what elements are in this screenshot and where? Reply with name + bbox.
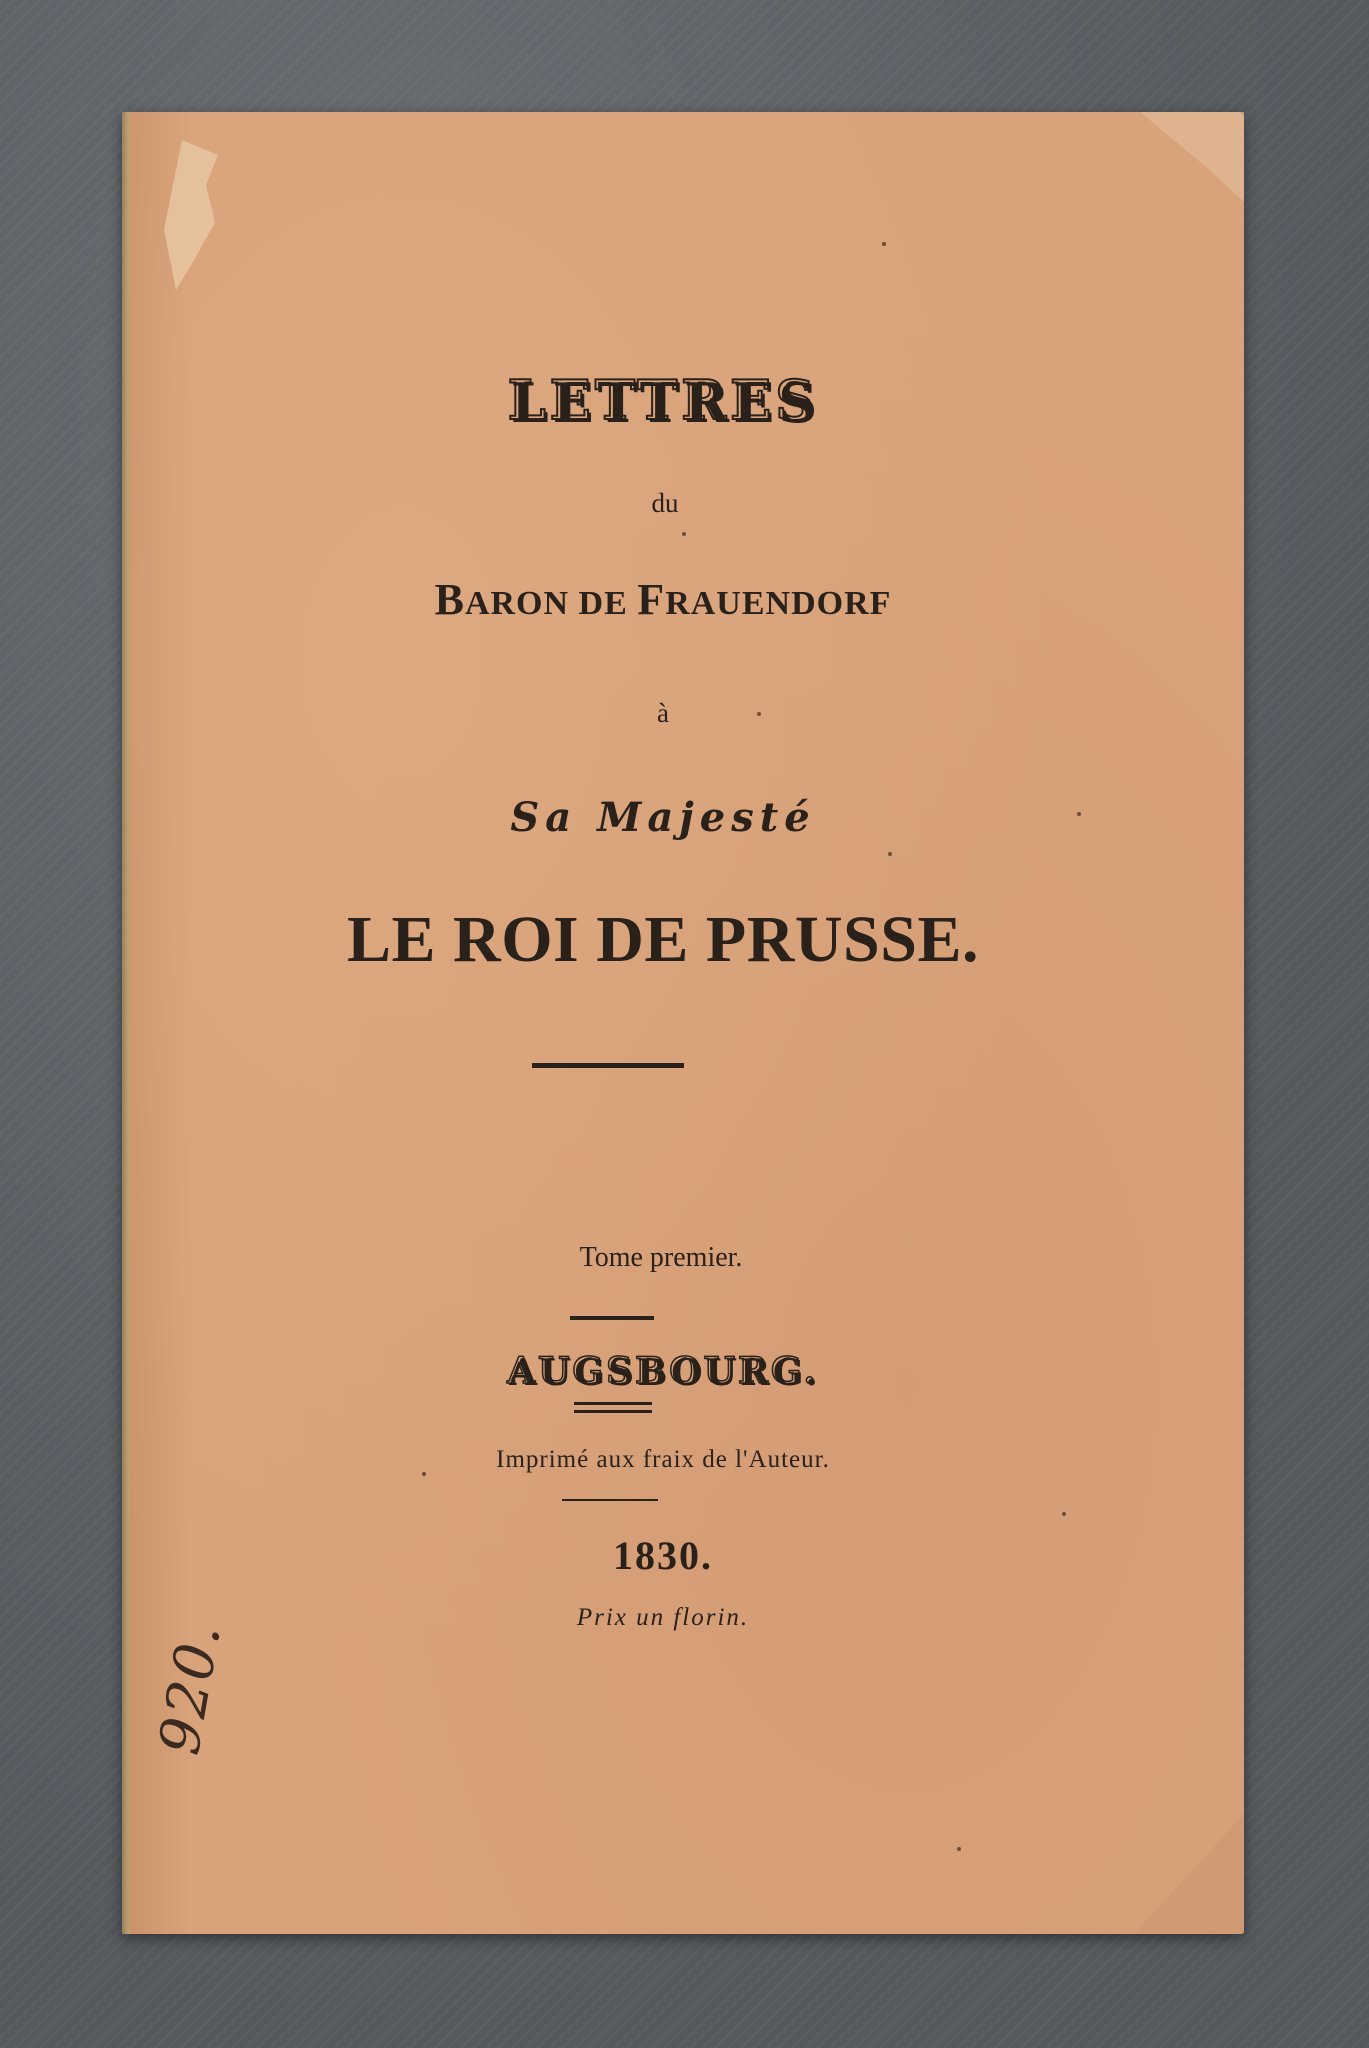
author-initial-f: F [637, 575, 666, 624]
double-rule-top [574, 1402, 652, 1405]
author-part-1: ARON DE [464, 585, 638, 622]
author-initial-b: B [434, 575, 465, 624]
handwritten-shelfmark: 920. [147, 1617, 235, 1760]
cover-printer: Imprimé aux fraix de l'Auteur. [496, 1446, 830, 1473]
speck [882, 242, 886, 246]
divider-rule [532, 1063, 684, 1068]
thin-rule [562, 1499, 658, 1501]
cover-city: AUGSBOURG. [507, 1350, 819, 1392]
cover-du: du [651, 488, 679, 518]
speck [957, 1847, 961, 1851]
speck [888, 852, 892, 856]
cover-text [122, 112, 1244, 1934]
double-rule-bottom [574, 1410, 652, 1413]
divider-rule-small [570, 1316, 654, 1320]
cover-author [102, 574, 1224, 625]
cover-a: à [657, 698, 669, 728]
cover-majeste: Sa Majesté [510, 794, 816, 841]
speck [1062, 1512, 1066, 1516]
speck [422, 1472, 426, 1476]
cover-title: LETTRES [507, 368, 819, 432]
cover-volume: Tome premier. [579, 1242, 743, 1273]
cover-recipient: LE ROI DE PRUSSE. [347, 903, 979, 976]
cover-price: Prix un florin. [576, 1604, 750, 1631]
author-part-2: RAUENDORF [665, 585, 892, 622]
cover-year: 1830. [613, 1533, 713, 1578]
speck [757, 712, 761, 716]
speck [682, 532, 686, 536]
book-cover [122, 112, 1244, 1934]
speck [1077, 812, 1081, 816]
